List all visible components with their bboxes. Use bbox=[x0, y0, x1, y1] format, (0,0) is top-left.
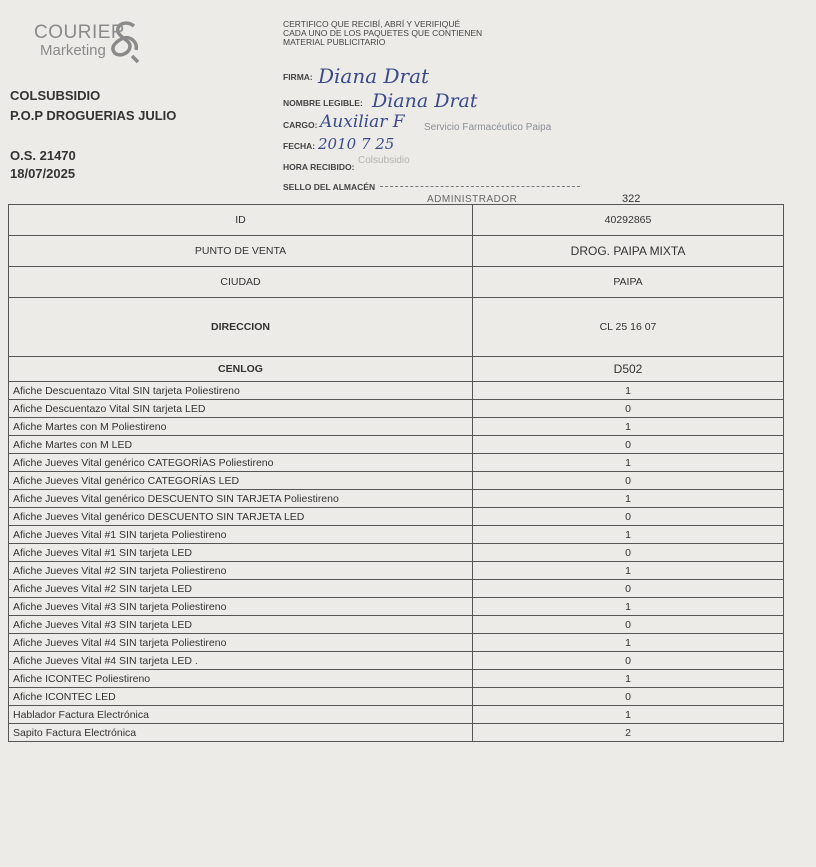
header-value: DROG. PAIPA MIXTA bbox=[473, 236, 784, 267]
logo-line1: COURIER bbox=[34, 22, 126, 43]
item-name: Afiche Jueves Vital genérico DESCUENTO SIN TARJETA Poliestireno bbox=[9, 490, 473, 508]
fecha-label: FECHA: bbox=[283, 141, 316, 151]
table-row bbox=[9, 598, 784, 616]
table-row bbox=[9, 436, 784, 454]
header-value: CL 25 16 07 bbox=[473, 298, 784, 357]
item-quantity: 0 bbox=[473, 400, 784, 418]
item-quantity: 1 bbox=[473, 562, 784, 580]
header-label: CIUDAD bbox=[9, 267, 473, 298]
item-name: Afiche Jueves Vital #2 SIN tarjeta Poliestireno bbox=[9, 562, 473, 580]
header-row-direccion bbox=[9, 298, 784, 357]
table-row bbox=[9, 688, 784, 706]
item-quantity: 0 bbox=[473, 544, 784, 562]
ampersand-logo-icon bbox=[108, 20, 142, 64]
item-name: Afiche Jueves Vital #1 SIN tarjeta Poliestireno bbox=[9, 526, 473, 544]
item-name: Afiche Jueves Vital genérico DESCUENTO SIN TARJETA LED bbox=[9, 508, 473, 526]
item-name: Afiche Martes con M LED bbox=[9, 436, 473, 454]
table-row bbox=[9, 472, 784, 490]
table-row bbox=[9, 706, 784, 724]
certification-text: CERTIFICO QUE RECIBÍ, ABRÍ Y VERIFIQUÉ CADA UNO DE LOS PAQUETES QUE CONTIENEN MATERIAL PUBLICITARIO bbox=[283, 19, 483, 47]
item-quantity: 2 bbox=[473, 724, 784, 742]
table-row bbox=[9, 616, 784, 634]
table-row bbox=[9, 382, 784, 400]
item-quantity: 1 bbox=[473, 454, 784, 472]
nombre-label: NOMBRE LEGIBLE: bbox=[283, 98, 363, 108]
sello-line bbox=[380, 186, 580, 187]
header-value: PAIPA bbox=[473, 267, 784, 298]
item-name: Afiche Jueves Vital #1 SIN tarjeta LED bbox=[9, 544, 473, 562]
document-date: 18/07/2025 bbox=[10, 166, 76, 181]
item-name: Afiche Jueves Vital #3 SIN tarjeta Poliestireno bbox=[9, 598, 473, 616]
item-name: Hablador Factura Electrónica bbox=[9, 706, 473, 724]
table-row bbox=[9, 490, 784, 508]
hora-stamp-faint: Colsubsidio bbox=[358, 155, 410, 166]
table-row bbox=[9, 724, 784, 742]
item-name: Afiche Jueves Vital #4 SIN tarjeta LED . bbox=[9, 652, 473, 670]
table-row bbox=[9, 562, 784, 580]
item-name: Sapito Factura Electrónica bbox=[9, 724, 473, 742]
fecha-handwritten: 2010 7 25 bbox=[318, 135, 395, 153]
item-quantity: 1 bbox=[473, 634, 784, 652]
item-quantity: 1 bbox=[473, 418, 784, 436]
cargo-label: CARGO: bbox=[283, 120, 318, 130]
header-label: PUNTO DE VENTA bbox=[9, 236, 473, 267]
item-quantity: 1 bbox=[473, 706, 784, 724]
header-label: ID bbox=[9, 205, 473, 236]
administrador-label: ADMINISTRADOR bbox=[427, 194, 518, 205]
header-value: 40292865 bbox=[473, 205, 784, 236]
header-label: DIRECCION bbox=[9, 298, 473, 357]
item-rows bbox=[9, 382, 784, 742]
item-quantity: 0 bbox=[473, 436, 784, 454]
item-quantity: 0 bbox=[473, 616, 784, 634]
item-name: Afiche Jueves Vital genérico CATEGORÍAS Poliestireno bbox=[9, 454, 473, 472]
table-row bbox=[9, 400, 784, 418]
header-row-cenlog bbox=[9, 357, 784, 382]
item-name: Afiche Jueves Vital #4 SIN tarjeta Poliestireno bbox=[9, 634, 473, 652]
item-name: Afiche Descuentazo Vital SIN tarjeta Poliestireno bbox=[9, 382, 473, 400]
item-quantity: 1 bbox=[473, 490, 784, 508]
table-row bbox=[9, 526, 784, 544]
item-name: Afiche Martes con M Poliestireno bbox=[9, 418, 473, 436]
item-name: Afiche Jueves Vital #2 SIN tarjeta LED bbox=[9, 580, 473, 598]
item-quantity: 0 bbox=[473, 652, 784, 670]
item-name: Afiche Jueves Vital genérico CATEGORÍAS LED bbox=[9, 472, 473, 490]
courier-marketing-logo bbox=[14, 18, 154, 68]
hora-label: HORA RECIBIDO: bbox=[283, 162, 355, 172]
table-row bbox=[9, 544, 784, 562]
firma-handwritten: Diana Drat bbox=[318, 64, 430, 88]
item-quantity: 1 bbox=[473, 598, 784, 616]
table-row bbox=[9, 652, 784, 670]
item-quantity: 1 bbox=[473, 382, 784, 400]
firma-label: FIRMA: bbox=[283, 72, 313, 82]
item-quantity: 0 bbox=[473, 688, 784, 706]
item-quantity: 0 bbox=[473, 472, 784, 490]
table-row bbox=[9, 634, 784, 652]
client-name: COLSUBSIDIO bbox=[10, 88, 101, 103]
item-name: Afiche ICONTEC LED bbox=[9, 688, 473, 706]
item-quantity: 1 bbox=[473, 526, 784, 544]
item-quantity: 0 bbox=[473, 580, 784, 598]
sello-label: SELLO DEL ALMACÉN bbox=[283, 182, 376, 192]
item-name: Afiche ICONTEC Poliestireno bbox=[9, 670, 473, 688]
table-row bbox=[9, 580, 784, 598]
table-row bbox=[9, 454, 784, 472]
header-label: CENLOG bbox=[9, 357, 473, 382]
table-row bbox=[9, 670, 784, 688]
delivery-table bbox=[8, 204, 784, 742]
item-quantity: 1 bbox=[473, 670, 784, 688]
page-number: 322 bbox=[622, 193, 641, 205]
table-row bbox=[9, 418, 784, 436]
item-quantity: 0 bbox=[473, 508, 784, 526]
item-name: Afiche Descuentazo Vital SIN tarjeta LED bbox=[9, 400, 473, 418]
header-row-id bbox=[9, 205, 784, 236]
nombre-handwritten: Diana Drat bbox=[372, 90, 478, 112]
stamp-text: Servicio Farmacéutico Paipa bbox=[424, 122, 552, 133]
header-row-ciudad bbox=[9, 267, 784, 298]
header-value: D502 bbox=[473, 357, 784, 382]
item-name: Afiche Jueves Vital #3 SIN tarjeta LED bbox=[9, 616, 473, 634]
logo-line2: Marketing bbox=[40, 42, 106, 59]
order-number: O.S. 21470 bbox=[10, 148, 76, 163]
pop-name: P.O.P DROGUERIAS JULIO bbox=[10, 108, 177, 123]
table-row bbox=[9, 508, 784, 526]
header-row-punto-de-venta bbox=[9, 236, 784, 267]
cargo-handwritten: Auxiliar F bbox=[320, 112, 405, 132]
